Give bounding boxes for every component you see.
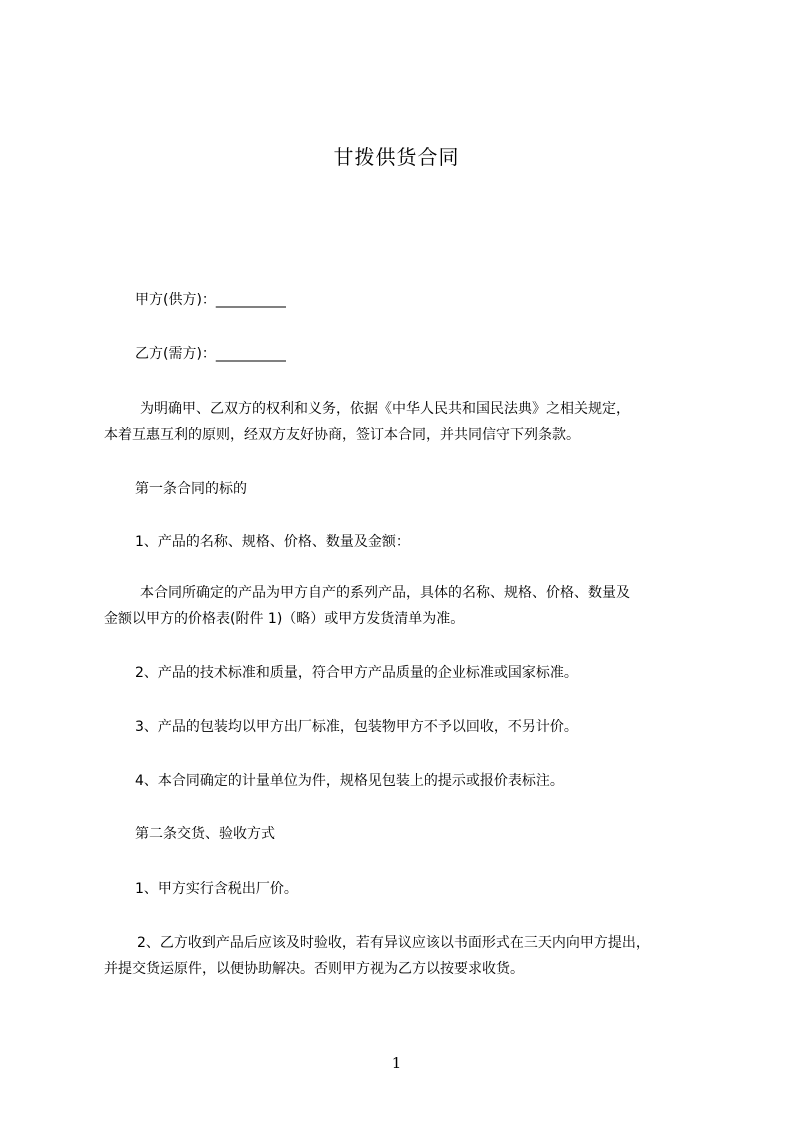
- article-1-item-4: 4、本合同确定的计量单位为件，规格见包装上的提示或报价表标注。: [135, 773, 564, 789]
- article-1-item-1-detail-line-1: 本合同所确定的产品为甲方自产的系列产品，具体的名称、规格、价格、数量及: [140, 585, 630, 601]
- intro-paragraph-line-2: 本着互惠互利的原则，经双方友好协商，签订本合同，并共同信守下列条款。: [104, 427, 580, 443]
- party-b-line: 乙方(需方)：__________: [135, 346, 286, 362]
- article-1-item-1-detail-line-2: 金额以甲方的价格表(附件 1)（略）或甲方发货清单为准。: [104, 611, 465, 627]
- article-1-item-2: 2、产品的技术标准和质量，符合甲方产品质量的企业标准或国家标准。: [135, 665, 578, 681]
- party-a-line: 甲方(供方)：__________: [135, 292, 286, 308]
- article-1-heading: 第一条合同的标的: [135, 481, 247, 497]
- article-1-item-3: 3、产品的包装均以甲方出厂标准，包装物甲方不予以回收，不另计价。: [135, 719, 578, 735]
- document-title: 甘拨供货合同: [333, 145, 460, 169]
- article-2-item-1: 1、甲方实行含税出厂价。: [135, 881, 298, 897]
- page-number: 1: [391, 1054, 402, 1072]
- article-2-heading: 第二条交货、验收方式: [135, 826, 275, 842]
- intro-paragraph-line-1: 为明确甲、乙双方的权利和义务，依据《中华人民共和国民法典》之相关规定，: [140, 401, 630, 417]
- article-1-item-1: 1、产品的名称、规格、价格、数量及金额：: [135, 534, 410, 550]
- article-2-item-2-line-2: 并提交货运原件，以便协助解决。否则甲方视为乙方以按要求收货。: [104, 961, 524, 977]
- article-2-item-2-line-1: 2、乙方收到产品后应该及时验收，若有异议应该以书面形式在三天内向甲方提出，: [137, 935, 650, 951]
